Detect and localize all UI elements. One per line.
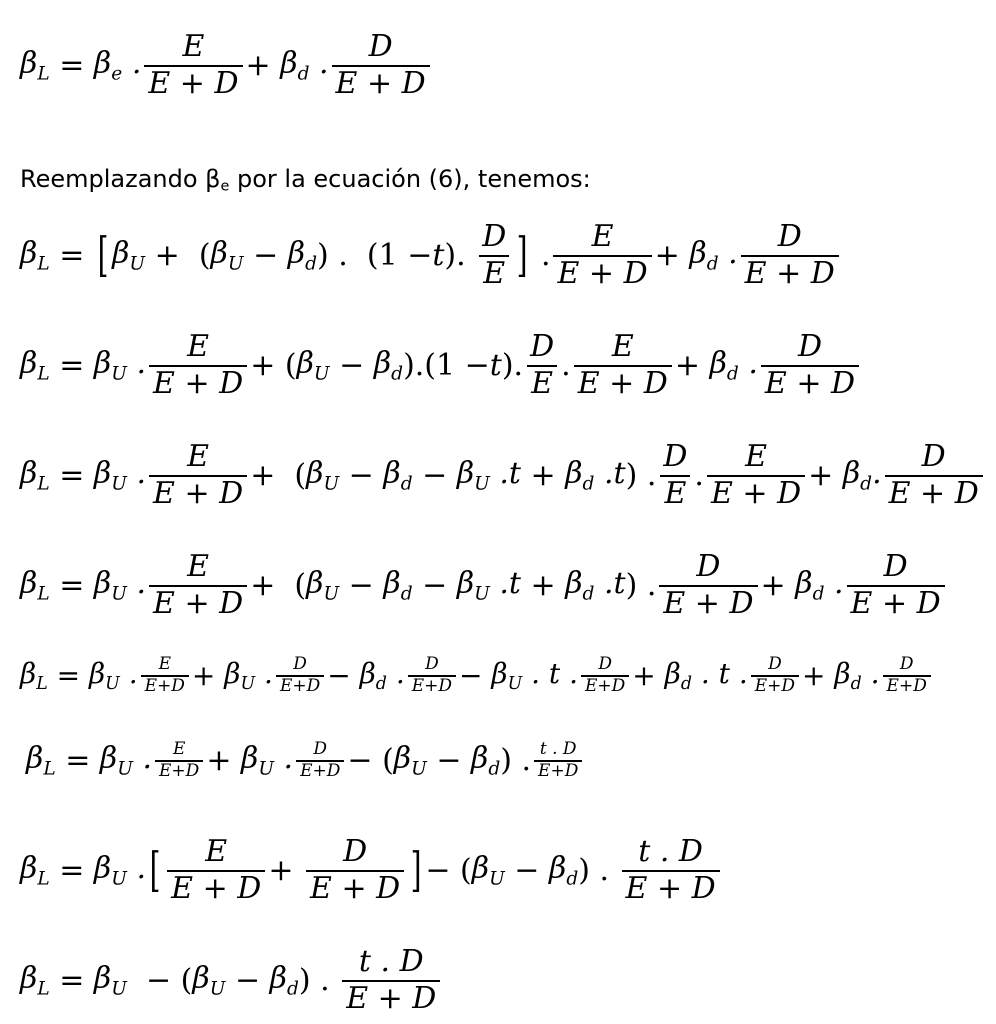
- intro-text: Reemplazando $\beta_e$ por la ecuación (6), tenemos:: [20, 165, 591, 195]
- equation-5: $\beta_L$ = $\beta_U$ . $\frac{E}{E + D}$ + ( $\beta_U$ − $\beta_d$ − $\beta_U$ .t + $\beta_d$ .t ) . $\frac{D}{E + D}$ + $\beta_d$ . $\frac{D}{E + D}$: [20, 550, 948, 621]
- equation-4: $\beta_L$ = $\beta_U$ . $\frac{E}{E + D}$ + ( $\beta_U$ − $\beta_d$ − $\beta_U$ .t + $\beta_d$ .t ) . $\frac{D}{E}$ . $\frac{E}{E + D}$ + $\beta_d$. $\frac{D}{E + D}$: [20, 440, 986, 511]
- equation-8: $\beta_L$ = $\beta_U$ . [ $\frac{E}{E + D}$ + $\frac{D}{E + D}$ ] − ( $\beta_U$ − $\beta_d$ ) . $\frac{t . D}{E + D}$: [20, 835, 723, 906]
- equation-1: $\beta_L$ = $\beta_e$ . $\frac{E}{E + D}$ + $\beta_d$ . $\frac{D}{E + D}$: [20, 30, 433, 101]
- equation-6: $\beta_L$ = $\beta_U$ . $\frac{E}{E+D}$ + $\beta_U$ . $\frac{D}{E+D}$ − $\beta_d$ . $\frac{D}{E+D}$ − $\beta_U$ . t . $\frac{D}{E+D}$ + $\beta_d$ . t . $\frac{D}{E+D}$ + $\beta_d$ . $\frac{D}{E+D}$: [20, 655, 934, 696]
- equation-7: $\beta_L$ = $\beta_U$ . $\frac{E}{E+D}$ + $\beta_U$ . $\frac{D}{E+D}$ − ( $\beta_U$ − $\beta_d$ ) . $\frac{t . D}{E+D}$: [26, 740, 585, 781]
- equation-2: $\beta_L$ = [ $\beta_U$ + ( $\beta_U$ − $\beta_d$ ) . (1 − t ). $\frac{D}{E}$ ] . $\frac{E}{E + D}$ + $\beta_d$ . $\frac{D}{E + D}$: [20, 220, 842, 291]
- equation-3: $\beta_L$ = $\beta_U$ . $\frac{E}{E + D}$ + ( $\beta_U$ − $\beta_d$ ).(1 − t ). $\frac{D}{E}$ . $\frac{E}{E + D}$ + $\beta_d$ . $\frac{D}{E + D}$: [20, 330, 862, 401]
- equation-9: $\beta_L$ = $\beta_U$ − ( $\beta_U$ − $\beta_d$ ) . $\frac{t . D}{E + D}$: [20, 945, 443, 1016]
